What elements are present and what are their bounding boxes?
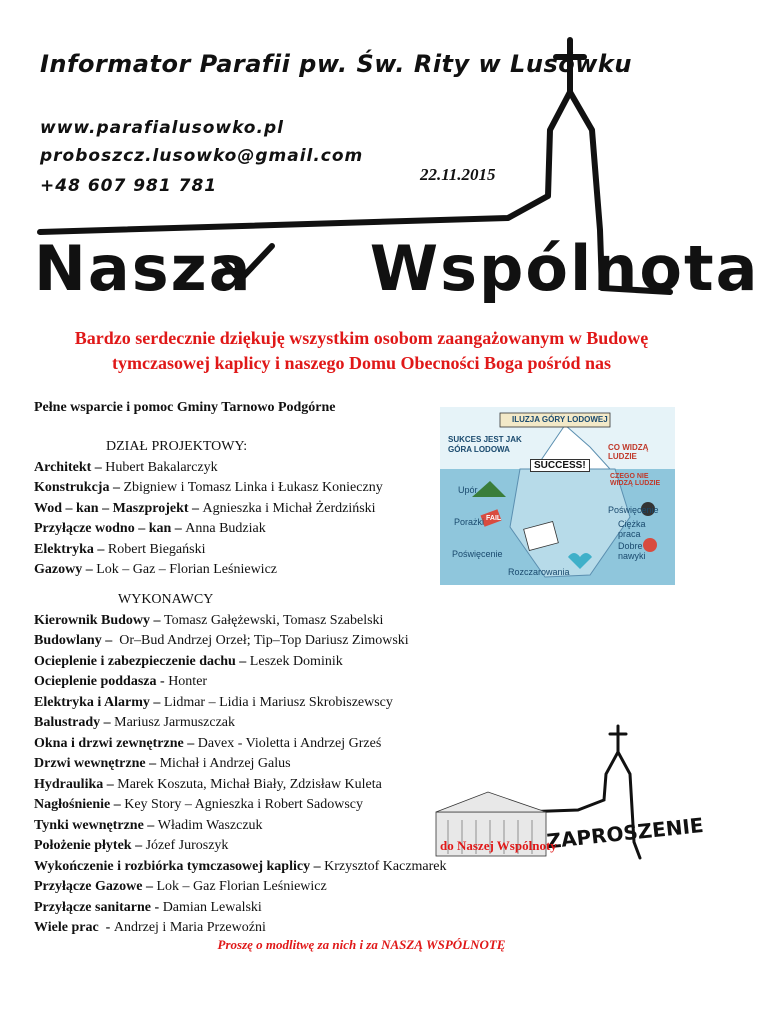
credit-role: Wykończenie i rozbiórka tymczasowej kaplicy [34,858,311,874]
credit-separator: – [145,756,160,771]
phone-number: +48 607 981 781 [40,176,218,196]
credit-separator: – [82,562,97,577]
headline-line-2: tymczasowej kaplicy i naszego Domu Obecności Boga pośród nas [112,353,611,373]
credit-row [34,734,447,755]
credit-role: Przyłącze sanitarne [34,899,152,915]
prayer-request: Proszę o modlitwę za nich i za NASZĄ WSPÓLNOTĘ [217,937,506,952]
iceberg-left-title: SUKCES JEST JAK GÓRA LODOWA [448,435,522,454]
credit-separator: – [188,500,203,516]
credit-role: Kierownik Budowy [34,612,151,628]
credit-row [34,540,383,561]
credit-names: Józef Juroszyk [145,838,229,853]
credit-role: Architekt [34,459,92,475]
credit-role: Tynki wewnętrzne [34,817,144,833]
credit-row [34,652,447,673]
credit-names: Michał i Andrzej Galus [159,756,291,771]
brand-word-2: Wspólnota [369,232,759,305]
iceberg-label-6: Dobre nawyki [618,541,646,561]
credit-role: Nagłośnienie [34,797,111,812]
credit-names: Agnieszka i Michał Żerdziński [202,500,376,516]
credit-names: Honter [168,674,208,689]
credit-role: Ocieplenie i zabezpieczenie dachu [34,653,236,669]
newsletter-brand [34,232,759,305]
credit-role: Konstrukcja [34,480,110,495]
credit-names: Tomasz Gałężewski, Tomasz Szabelski [164,612,384,628]
credit-separator: – [93,541,108,557]
iceberg-label-4: Poświęcenie [608,505,659,515]
credit-separator: – [101,633,120,648]
credit-row [34,857,447,878]
iceberg-label-7: Rozczarowania [508,567,570,577]
contractors-list [34,611,447,939]
credit-separator: - [151,899,163,915]
iceberg-label-0: Upór [458,485,478,495]
credit-row [34,775,447,796]
credit-names: Key Story – Agnieszka i Robert Sadowscy [124,797,363,812]
iceberg-label-1: Porażki [454,517,485,527]
credit-names: Władim Waszczuk [157,817,263,833]
credit-names: Damian Lewalski [162,899,262,915]
credit-separator: – [110,797,125,812]
thanks-headline [0,326,723,376]
iceberg-label-5: Ciężka praca [618,519,646,539]
credit-names: Lok – Gaz – Florian Leśniewicz [96,562,277,577]
credit-separator: – [235,653,250,669]
credit-row [34,918,447,939]
credit-separator: – [100,715,115,730]
credit-separator: – [109,480,124,495]
credit-row [34,836,447,857]
credit-names: Or–Bud Andrzej Orzeł; Tip–Top Dariusz Zimowski [119,633,409,648]
email-link[interactable]: proboszcz.lusowko@gmail.com [40,146,364,166]
credit-names: Anna Budziak [185,521,266,536]
credit-names: Marek Koszuta, Michał Biały, Zdzisław Kuleta [117,776,382,792]
credit-row [34,560,383,581]
credit-role: Przyłącze wodno – kan [34,521,172,536]
credit-role: Hydraulika [34,776,104,792]
credit-role: Wod – kan – Maszprojekt [34,500,189,516]
iceberg-infographic [440,407,675,585]
iceberg-label-2: FAIL [486,515,502,522]
credit-separator: – [91,459,106,475]
credit-names: Andrzej i Maria Przewoźni [113,920,266,935]
credit-row [34,519,383,540]
headline-line-1: Bardzo serdecznie dziękuję wszystkim osobom zaangażowanym w Budowę [74,328,649,348]
credit-row [34,499,383,520]
iceberg-success: SUCCESS! [530,459,590,472]
credit-row [34,795,447,816]
parish-title: Informator Parafii pw. Św. Rity w Lusówku [40,50,632,78]
credit-row [34,458,383,479]
credit-names: Zbigniew i Tomasz Linka i Łukasz Konieczny [123,480,383,495]
credit-names: Mariusz Jarmuszczak [114,715,236,730]
credit-separator: – [171,521,186,536]
credit-names: Lidmar – Lidia i Mariusz Skrobiszewscy [163,694,393,710]
credit-role: Balustrady [34,715,101,730]
credit-separator: – [142,879,157,894]
credit-role: Elektryka i Alarmy [34,694,150,710]
issue-date: 22.11.2015 [420,165,496,184]
website-link[interactable]: www.parafialusowko.pl [40,118,284,138]
credit-names: Hubert Bakalarczyk [105,459,218,475]
credit-separator: – [103,776,118,792]
credit-row [34,693,447,714]
credit-role: Ocieplenie poddasza [34,674,157,689]
iceberg-label-3: Poświęcenie [452,549,503,559]
contractors-section [34,590,447,939]
support-line: Pełne wsparcie i pomoc Gminy Tarnowo Podgórne [34,400,336,415]
design-list [34,458,383,581]
credit-names: Krzysztof Kaczmarek [324,858,447,874]
credit-separator: – [150,612,165,628]
credit-separator: – [310,858,325,874]
brand-word-1: Nasza [34,232,253,305]
credit-separator: – [183,735,198,751]
credit-separator: – [131,838,146,853]
credit-row [34,672,447,693]
design-heading: DZIAŁ PROJEKTOWY: [106,439,248,454]
credit-separator: – [143,817,158,833]
credit-row [34,877,447,898]
credit-names: Davex - Violetta i Andrzej Grześ [197,735,382,751]
credit-role: Drzwi wewnętrzne [34,756,146,771]
invitation-stamp: ZAPROSZENIE [545,812,705,854]
credit-row [34,898,447,919]
credit-separator: - [98,920,114,935]
credit-names: Robert Biegański [107,541,206,557]
credit-row [34,631,447,652]
credit-role: Położenie płytek [34,838,132,853]
credit-role: Budowlany [34,633,102,648]
credit-role: Elektryka [34,541,94,557]
contractors-heading: WYKONAWCY [118,592,214,607]
credit-names: Lok – Gaz Florian Leśniewicz [156,879,327,894]
credit-role: Przyłącze Gazowe [34,879,143,894]
credit-names: Leszek Dominik [249,653,343,669]
invitation-caption: do Naszej Wspólnoty [440,838,557,853]
credit-row [34,611,447,632]
credit-separator: - [156,674,169,689]
credit-separator: – [149,694,164,710]
credit-row [34,754,447,775]
iceberg-right-top: CO WIDZĄ LUDZIE [608,443,649,461]
credit-row [34,816,447,837]
credit-row [34,713,447,734]
iceberg-right-mid: CZEGO NIE WIDZĄ LUDZIE [610,473,661,487]
credit-role: Gazowy [34,562,83,577]
credit-role: Okna i drzwi zewnętrzne [34,735,184,751]
iceberg-banner: ILUZJA GÓRY LODOWEJ [512,415,608,424]
design-section [34,437,383,581]
credit-row [34,478,383,499]
credit-role: Wiele prac [34,920,99,935]
